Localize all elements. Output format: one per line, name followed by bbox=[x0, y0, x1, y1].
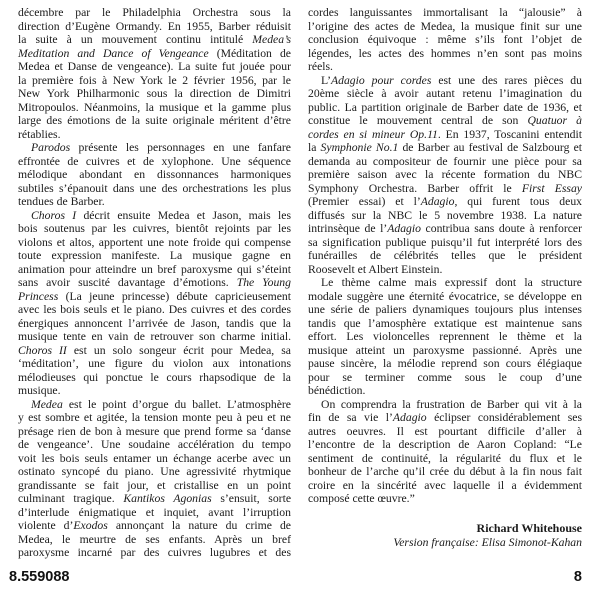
text-line: musique atteint un paroxysme passionné. Après une bbox=[308, 343, 582, 357]
text-line: croire en la sincérité avec laquelle il a évidemment bbox=[308, 478, 582, 492]
text-line: ostinato syncopé du piano. Une agressivité rhytmique bbox=[18, 465, 291, 478]
italic-title: Symphonie No.1 bbox=[320, 141, 399, 154]
text-line: bonheur de l’arche qu’il crée du début à la fin nous fait bbox=[308, 465, 582, 478]
paragraph bbox=[18, 398, 291, 560]
text-line: Princess (La jeune princesse) débute capricieusement bbox=[18, 289, 291, 303]
text-line: composé cette œuvre.” bbox=[308, 492, 415, 505]
text-line: pause sincère, la mélodie reprend son cours élégiaque bbox=[308, 357, 582, 370]
italic-title: Exodos bbox=[73, 519, 108, 532]
text-line: cordes languissantes immortalisant la “jalousie” à bbox=[308, 6, 582, 19]
text-line: cordes en si mineur Op.11. En 1937, Toscanini entendit bbox=[308, 127, 582, 141]
text-line: sans avoir suscité davantage d’émotions. The Young bbox=[18, 276, 291, 289]
italic-title: Kantikos Agonias bbox=[123, 492, 212, 505]
text-line: grandissante se fait jour, et cristallise en un point bbox=[18, 478, 291, 492]
text-line: direction d’Eugène Ormandy. En 1955, Barber réduisit bbox=[18, 19, 291, 33]
paragraph bbox=[308, 74, 582, 277]
italic-title: Medea bbox=[31, 397, 63, 411]
text-line: paroxysme incarné par des cuivres lugubres et des bbox=[18, 546, 291, 559]
text-column-right bbox=[308, 6, 582, 550]
text-line: funérailles de célébrités telles que le président bbox=[308, 249, 582, 262]
text-line: décembre par le Philadelphia Orchestra sous la bbox=[18, 6, 291, 19]
text-line: l’origine des actes de Medea, la musique finit sur une bbox=[308, 19, 582, 33]
text-line: autres oeuvres. Il est pourtant difficile d’aller à bbox=[308, 424, 582, 438]
catalog-number: 8.559088 bbox=[9, 569, 70, 585]
paragraph bbox=[308, 276, 582, 398]
page-number: 8 bbox=[573, 569, 582, 585]
italic-title: First Essay bbox=[521, 181, 582, 195]
text-line: conclusion équivoque : même s’ils font l’objet de bbox=[308, 33, 582, 46]
text-line: y est sombre et agitée, la tension monte peu à peu et ne bbox=[18, 411, 291, 424]
text-column-left bbox=[18, 6, 291, 560]
italic-title: cordes en si mineur Op.11 bbox=[308, 127, 438, 141]
italic-title: Meditation and Dance of Vengeance bbox=[18, 46, 209, 60]
text-line: (Premier essai) et l’Adagio, qui furent tous deux bbox=[308, 195, 583, 208]
text-line: Medea, le meurtre de ses enfants. Après un bref bbox=[18, 532, 291, 546]
text-line: bénédiction. bbox=[308, 384, 366, 397]
text-line: musique tente en vain de retrouver son charme initial. bbox=[18, 330, 291, 343]
author-credit: Richard Whitehouse bbox=[476, 520, 582, 535]
text-line: ‘méditation’, une figure du violon aux intonations bbox=[18, 357, 291, 370]
text-line: la Symphonie No.1 de Barber au festival de Salzbourg et bbox=[308, 141, 583, 154]
text-line: présage rien de bon à mesure que prend forme sa ‘danse bbox=[18, 424, 291, 438]
text-line: large des émotions de la suite originale méritent d’être bbox=[18, 114, 291, 127]
italic-title: The Young bbox=[236, 276, 291, 289]
text-line: effort. Les violoncelles reprennent le thème et la bbox=[308, 330, 582, 343]
paragraph bbox=[308, 6, 582, 74]
italic-title: Quatuor à bbox=[527, 114, 582, 127]
text-line: subtiles s’épanouit dans une des orchestrations les plus bbox=[18, 181, 291, 195]
text-line: toute expression manifeste. La musique gagne en bbox=[18, 249, 291, 262]
text-line: de vengeance’. Une soudaine accélération du tempo bbox=[18, 438, 291, 451]
text-line: sentiment de continuité, la régularité du flux et le bbox=[308, 451, 582, 465]
text-line: musique. bbox=[18, 384, 61, 397]
text-line: avec les bois seuls et le piano. Des cuivres et des cordes bbox=[18, 303, 291, 316]
text-line: mélodique abondant en dissonnances harmoniques bbox=[18, 168, 291, 181]
text-line: violons et altos, apportent une note froide qui compense bbox=[18, 235, 291, 249]
italic-title: Adagio bbox=[387, 222, 421, 235]
text-line: bois soutenus par les cuivres, bientôt rejoints par les bbox=[18, 222, 291, 235]
text-line: constitue le mouvement central de son Quatuor à bbox=[308, 114, 582, 127]
text-line: fin de sa vie l’Adagio éclipser considérablement ses bbox=[308, 411, 582, 424]
text-line: diffusés sur la NBC le 5 novembre 1938. La nature bbox=[308, 208, 582, 222]
text-line: pour se terminer comme sous le coup d’une bbox=[308, 370, 582, 384]
text-line: énergiques annoncent l’arrivée de Jason, tandis que la bbox=[18, 316, 291, 330]
text-line: d’interlude énigmatique et inquiet, avant l’irruption bbox=[18, 505, 291, 519]
text-line: Meditation and Dance of Vengeance (Méditation de bbox=[18, 46, 291, 60]
paragraph bbox=[18, 141, 291, 209]
text-line: effrontée de cuivres et de xylophone. Une séquence bbox=[18, 154, 291, 168]
paragraph bbox=[308, 398, 582, 506]
text-line: Le thème calme mais expressif dont la structure bbox=[321, 276, 582, 289]
text-line: l’encontre de la description de Aaron Copland: “Le bbox=[308, 438, 582, 451]
italic-title: Choros I bbox=[31, 208, 77, 222]
text-line: tandis que l’amosphère extatique est maintenue sans bbox=[308, 316, 582, 330]
credits-block bbox=[308, 521, 582, 550]
paragraph bbox=[18, 209, 291, 398]
text-line: Medea est le point d’orgue du ballet. L’atmosphère bbox=[31, 397, 291, 411]
text-line: mélodieuses qui ponctue le cours rhapsodique de la bbox=[18, 370, 291, 384]
text-line: réels. bbox=[308, 60, 333, 73]
text-line: New York Philharmonic sous la direction de Dimitri bbox=[18, 87, 291, 100]
italic-title: Adagio pour cordes bbox=[330, 73, 432, 87]
text-line: première saison avec la récente formation du NBC bbox=[308, 168, 582, 181]
text-line: tendues de Barber. bbox=[18, 195, 105, 208]
text-line: 20ème siècle à avoir autant retenu l’imagination du bbox=[308, 87, 582, 100]
text-line: la suite à un mouvement continu intitulé Medea’s bbox=[18, 33, 291, 46]
text-line: On comprendra la frustration de Barber qui vit à la bbox=[321, 397, 582, 411]
italic-title: Adagio bbox=[392, 411, 427, 424]
text-line: L’Adagio pour cordes est une des rares pièces du bbox=[321, 73, 582, 87]
italic-title: Parodos bbox=[31, 141, 71, 154]
text-line: légendes, les actes des hommes n’en sont pas moins bbox=[308, 46, 582, 60]
text-line: Choros I décrit ensuite Medea et Jason, mais les bbox=[31, 208, 291, 222]
text-line: Mitropoulos. Néanmoins, la musique et la gamme plus bbox=[18, 100, 291, 114]
text-line: violente d’Exodos annonçant la nature du crime de bbox=[18, 519, 291, 532]
text-line: demanda au compositeur de fournir une pièce pour sa bbox=[308, 154, 582, 168]
text-line: culminant tragique. Kantikos Agonias s’ensuit, sorte bbox=[18, 492, 292, 505]
text-line: une série de paliers dynamiques toujours plus intenses bbox=[308, 303, 582, 316]
text-line: la première fois à New York le 2 février 1956, par le bbox=[18, 73, 291, 87]
italic-title: Medea’s bbox=[252, 33, 291, 46]
text-line: Medea et Danse de vengeance). La suite fut jouée pour bbox=[18, 60, 291, 73]
translation-credit: Version française: Elisa Simonot-Kahan bbox=[393, 535, 582, 549]
text-line: sa signification publique puisqu’il fut interprété lors des bbox=[308, 235, 582, 249]
text-line: Choros II est un solo songeur écrit pour Medea, sa bbox=[18, 343, 291, 357]
text-line: Roosevelt et Albert Einstein. bbox=[308, 262, 443, 276]
italic-title: Princess bbox=[18, 289, 59, 303]
text-line: modale suggère une éternité évocatrice, se développe en bbox=[308, 289, 582, 303]
text-line: intrinsèque de l’Adagio contribua sans doute à renforcer bbox=[308, 222, 582, 235]
italic-title: Choros II bbox=[18, 343, 67, 357]
italic-title: Adagio bbox=[420, 195, 455, 208]
paragraph bbox=[18, 6, 291, 141]
text-line: animation pour atteindre un bref paroxysme qui s’éteint bbox=[18, 262, 291, 276]
text-line: Symphony Orchestra. Barber offrit le First Essay bbox=[308, 181, 582, 195]
text-line: rétablies. bbox=[18, 127, 61, 141]
text-line: public. La partition originale de Barber date de 1936, et bbox=[308, 100, 582, 114]
text-line: voit les bois seuls entamer un échange acerbe avec un bbox=[18, 451, 291, 465]
text-line: Parodos présente les personnages en une fanfare bbox=[31, 141, 291, 154]
